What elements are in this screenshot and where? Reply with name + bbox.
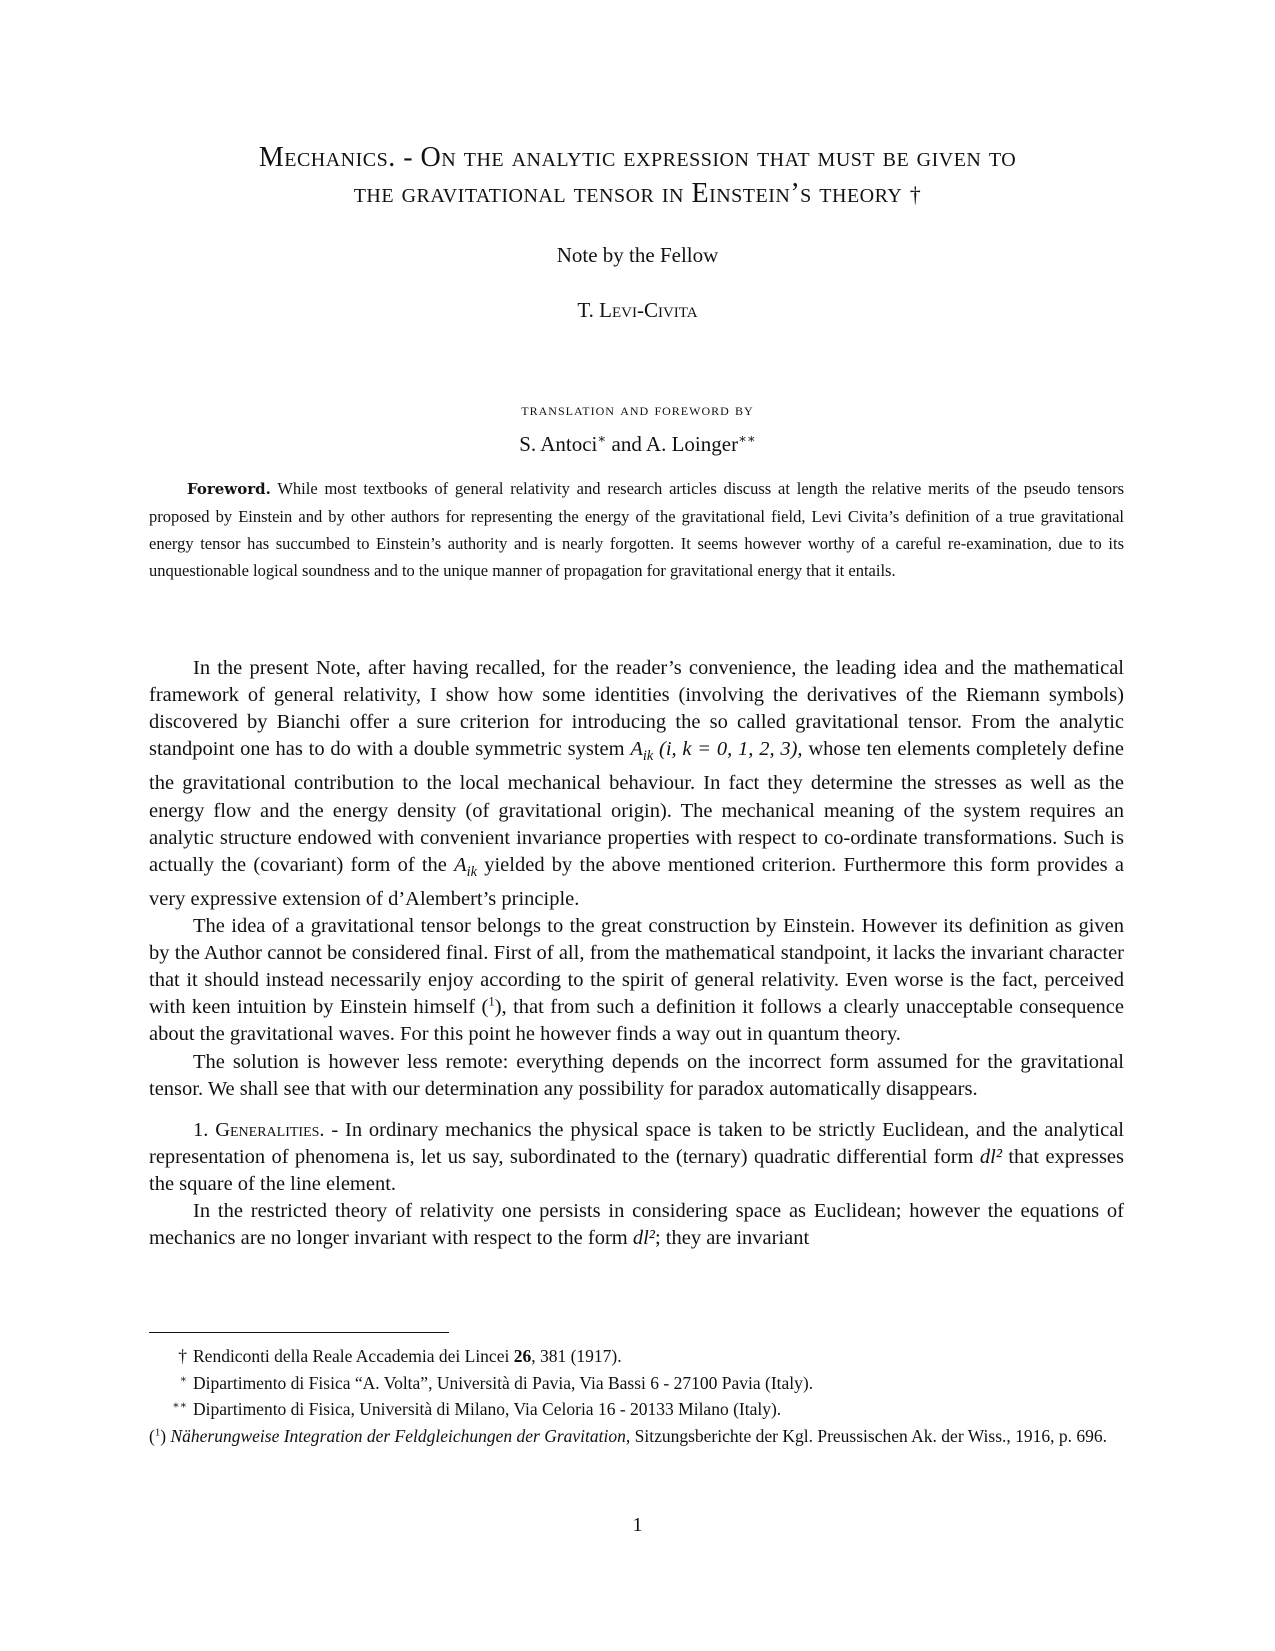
footnote-rule (149, 1332, 449, 1333)
title-line-2: the gravitational tensor in Einstein’s theory † (353, 178, 922, 209)
paragraph-1-part-a: In the present Note, after having recalled, for the reader’s convenience, the leading idea and the mathematical framework of general relativity, I show how some identities (involving the derivatives of the Riemann symbols) discovered by Bianchi offer a sure criterion for introducing the so called gravitational tensor. From the analytic standpoint one has to do with a double symmetric system (149, 657, 1124, 761)
paragraph-1-part-b: whose ten elements completely define the gravitational contribution to the local mechanical behaviour. In fact they determine the stresses as well as the energy flow and the energy density (of gravitational origin). The mechanical meaning of the system requires an analytic structure endowed with convenient invariance properties with respect to co-ordinate transformations. Such is actually the (covariant) form of the (149, 738, 1125, 876)
section-heading: Generalities. (215, 1118, 325, 1141)
footnote-ref-1[interactable]: ($^1$) (481, 994, 502, 1019)
footnote-dagger (149, 1343, 1124, 1370)
symbol-dl2: dl² (979, 1145, 1002, 1168)
translator-2-mark: ∗∗ (738, 431, 756, 447)
footnote-1-text: Sitzungsberichte der Kgl. Preussischen Ak. der Wiss., 1916, p. 696. (634, 1425, 1108, 1446)
page-number: 1 (632, 1514, 643, 1536)
foreword-heading: Foreword. (187, 480, 271, 498)
paragraph-5-part-b: ; they are invariant (654, 1227, 810, 1250)
paragraph-2-part-a: The idea of a gravitational tensor belongs to the great construction by Einstein. However its definition as given by the Author cannot be considered final. First of all, from the mathematical standpoint, it lacks the invariant character that it should instead necessarily enjoy according to the spirit of general relativity. Even worse is the fact, perceived with keen intuition by Einstein himself (149, 915, 1124, 1019)
index-range: (i, k = 0, 1, 2, 3), (659, 738, 803, 761)
symbol-A-ik-2: $A_{ik}$ (454, 853, 478, 880)
paragraph-1-part-c: yielded by the above mentioned criterion. Furthermore this form provides a very expressive extension of d’Alembert’s principle. (149, 853, 1124, 910)
section-number: 1. (193, 1118, 209, 1141)
translators-and: and (611, 432, 642, 456)
foreword-text: While most textbooks of general relativity and research articles discuss at length the relative merits of the pseudo tensors proposed by Einstein and by other authors for representing the energy of the gravitational field, Levi Civita’s definition of a true gravitational energy tensor has succumbed to Einstein’s authority and is nearly forgotten. It seems however worthy of a careful re-examination, due to its unquestionable logical soundness and to the unique manner of propagation for gravitational energy that it entails. (149, 479, 1125, 580)
footnote-star (149, 1370, 1124, 1397)
footnote-double-star (149, 1396, 1124, 1423)
footnote-star-text: Dipartimento di Fisica “A. Volta”, Università di Pavia, Via Bassi 6 - 27100 Pavia (Italy). (193, 1372, 814, 1393)
translator-1-mark: ∗ (597, 431, 607, 447)
translators (0, 432, 1275, 457)
paragraph-4-part-a: - In ordinary mechanics the physical space is taken to be strictly Euclidean, and the analytical representation of phenomena is, let us say, subordinated to the (ternary) quadratic differential form (149, 1118, 1124, 1168)
paragraph-4 (149, 1117, 1124, 1198)
body-text (149, 655, 1124, 1252)
translator-1: S. Antoci (519, 432, 598, 456)
author-name: T. Levi-Civita (577, 298, 698, 322)
footnote-dagger-tail: , 381 (1917). (531, 1346, 622, 1366)
symbol-A-ik: $A_{ik}$ (630, 738, 654, 765)
footnote-dagger-mark: † (178, 1346, 187, 1366)
translator-2: A. Loinger (645, 432, 739, 456)
paragraph-4-part-b: that expresses the square of the line element. (149, 1145, 1125, 1195)
footnote-1 (149, 1423, 1124, 1450)
paragraph-2 (149, 913, 1124, 1048)
paragraph-2-part-b: , that from such a definition it follows a clearly unacceptable consequence about the gravitational waves. For this point he however finds a way out in quantum theory. (149, 996, 1125, 1046)
title-line-1: Mechanics. - On the analytic expression that must be given to (258, 142, 1017, 173)
title-footnote-mark: † (909, 182, 922, 207)
note-by: Note by the Fellow (556, 243, 719, 267)
footnote-star-mark: ∗ (179, 1373, 187, 1385)
translation-label: translation and foreword by (521, 400, 754, 419)
paragraph-5-part-a: In the restricted theory of relativity one persists in considering space as Euclidean; however the equations of mechanics are no longer invariant with respect to the form (149, 1199, 1124, 1250)
footnote-double-star-text: Dipartimento di Fisica, Università di Milano, Via Celoria 16 - 20133 Milano (Italy). (193, 1399, 782, 1419)
paragraph-1 (149, 655, 1124, 913)
paragraph-3: The solution is however less remote: everything depends on the incorrect form assumed for the gravitational tensor. We shall see that with our determination any possibility for paradox automatically disappears. (149, 1050, 1124, 1100)
footnotes (149, 1343, 1124, 1449)
foreword (149, 475, 1124, 584)
footnote-volume: 26 (513, 1346, 532, 1366)
symbol-dl2-2: dl² (632, 1227, 655, 1250)
paper-title (140, 140, 1135, 213)
footnote-1-mark: ($^1$) (149, 1425, 167, 1446)
footnote-dagger-text: Rendiconti della Reale Accademia dei Lincei (193, 1346, 510, 1366)
footnote-1-title: Näherungweise Integration der Feldgleichungen der Gravitation, (170, 1425, 631, 1446)
paragraph-5 (149, 1198, 1124, 1252)
footnote-double-star-mark: ∗∗ (172, 1399, 187, 1412)
